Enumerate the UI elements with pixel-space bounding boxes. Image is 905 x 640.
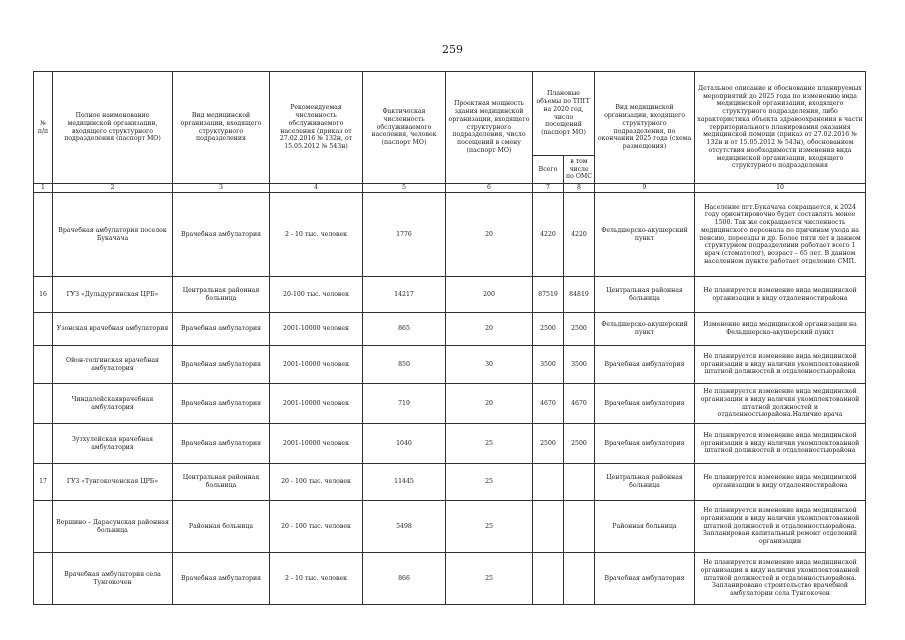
actual-population: 11445 bbox=[363, 464, 446, 501]
visits-total bbox=[533, 501, 564, 553]
capacity: 20 bbox=[446, 384, 533, 424]
description: Не планируется изменение вида медицинской организации в виду наличия укомплектованной штатной должностей и отдаленностьюрайона. Запланирован капитальный ремонт отделений организации bbox=[695, 501, 866, 553]
table-row bbox=[34, 553, 866, 605]
table-row bbox=[34, 346, 866, 384]
visits-oms: 3500 bbox=[564, 346, 595, 384]
organization-name: Узонская врачебная амбулатория bbox=[53, 313, 173, 346]
row-number bbox=[34, 384, 53, 424]
visits-oms: 2500 bbox=[564, 424, 595, 464]
column-number: 2 bbox=[53, 184, 173, 193]
actual-population: 865 bbox=[363, 313, 446, 346]
actual-population: 866 bbox=[363, 553, 446, 605]
header-oms: в том числе по ОМС bbox=[564, 156, 595, 184]
column-number: 6 bbox=[446, 184, 533, 193]
description: Не планируется изменение вида медицинской организации в виду отдаленностирайона bbox=[695, 464, 866, 501]
visits-total bbox=[533, 464, 564, 501]
recommended-population: 20 - 100 тыс. человек bbox=[270, 464, 363, 501]
actual-population: 719 bbox=[363, 384, 446, 424]
recommended-population: 20 - 100 тыс. человек bbox=[270, 501, 363, 553]
organization-type: Центральная районная больница bbox=[173, 277, 270, 313]
future-type: Врачебная амбулатория bbox=[595, 346, 695, 384]
actual-population: 14217 bbox=[363, 277, 446, 313]
visits-oms: 2500 bbox=[564, 313, 595, 346]
column-number: 5 bbox=[363, 184, 446, 193]
visits-oms: 4220 bbox=[564, 193, 595, 277]
future-type: Врачебная амбулатория bbox=[595, 424, 695, 464]
visits-total: 4220 bbox=[533, 193, 564, 277]
column-number: 4 bbox=[270, 184, 363, 193]
recommended-population: 2 - 10 тыс. человек bbox=[270, 193, 363, 277]
visits-total bbox=[533, 553, 564, 605]
row-number bbox=[34, 193, 53, 277]
column-number: 3 bbox=[173, 184, 270, 193]
capacity: 25 bbox=[446, 501, 533, 553]
header-description: Детальное описание и обоснование планируемых мероприятий до 2025 года по изменению вида медицинской организации, входящего структурного подразделения, либо характеристика объекта здравоохранения в части территориального планирования оказания медицинской помощи (приказ от 27.02.2016 № 132н и от 15.05.2012 № 543н), обоснованием отсутствия необходимости изменения вида медицинской организации, входящего структурного подразделения bbox=[695, 72, 866, 184]
future-type: Центральная районная больница bbox=[595, 277, 695, 313]
organization-type: Врачебная амбулатория bbox=[173, 424, 270, 464]
header-number: № п/п bbox=[34, 72, 53, 184]
header-actual: Фактическая численность обслуживаемого населения, человек (паспорт МО) bbox=[363, 72, 446, 184]
recommended-population: 2 - 10 тыс. человек bbox=[270, 553, 363, 605]
column-number: 10 bbox=[695, 184, 866, 193]
description: Население пгт.Букачача сокращается, к 2024 году ориентировочно будет составлять менее 1500. Так же сокращается численность медицинского персонала по причинам ухода на пенсию, переезды и др. Более пяти лет в данном структурном подразделении работает всего 1 врач (стоматолог), возраст – 65 лет. В данном населенном пункте работает отделение СМП. bbox=[695, 193, 866, 277]
future-type: Фельдшерско-акушерский пункт bbox=[595, 313, 695, 346]
description: Не планируется изменение вида медицинской организации в виду отдаленностирайона bbox=[695, 277, 866, 313]
capacity: 25 bbox=[446, 424, 533, 464]
organization-name: ГУЗ «Дульдургинская ЦРБ» bbox=[53, 277, 173, 313]
page-number: 259 bbox=[442, 43, 463, 56]
recommended-population: 2001-10000 человек bbox=[270, 346, 363, 384]
organization-type: Центральная районная больница bbox=[173, 464, 270, 501]
header-recommended: Рекомендуемая численность обслуживаемого населения (приказ от 27.02.2016 № 132н, от 15.05.2012 № 543н) bbox=[270, 72, 363, 184]
column-number: 1 bbox=[34, 184, 53, 193]
visits-total: 2500 bbox=[533, 313, 564, 346]
organization-type: Врачебная амбулатория bbox=[173, 346, 270, 384]
row-number bbox=[34, 346, 53, 384]
recommended-population: 20-100 тыс. человек bbox=[270, 277, 363, 313]
capacity: 200 bbox=[446, 277, 533, 313]
organization-name: Чиндалейскаяврачебная амбулатория bbox=[53, 384, 173, 424]
table-row bbox=[34, 313, 866, 346]
visits-oms bbox=[564, 501, 595, 553]
description: Изменение вида медицинской организации на Фельдшерско-акушерский пункт bbox=[695, 313, 866, 346]
visits-oms: 84819 bbox=[564, 277, 595, 313]
header-planned-volumes: Плановые объемы по ТПГГ на 2020 год, число посещений (паспорт МО) bbox=[533, 72, 595, 156]
column-number: 9 bbox=[595, 184, 695, 193]
description: Не планируется изменение вида медицинской организации в виду наличия укомплектованной штатной должностей и отдаленностьюрайона bbox=[695, 346, 866, 384]
row-number bbox=[34, 313, 53, 346]
visits-total: 4670 bbox=[533, 384, 564, 424]
header-capacity: Проектная мощность здания медицинской организации, входящего структурного подразделения, число посещений в смену (паспорт МО) bbox=[446, 72, 533, 184]
capacity: 20 bbox=[446, 313, 533, 346]
visits-oms: 4670 bbox=[564, 384, 595, 424]
table-row bbox=[34, 384, 866, 424]
row-number: 16 bbox=[34, 277, 53, 313]
row-number: 17 bbox=[34, 464, 53, 501]
column-number: 8 bbox=[564, 184, 595, 193]
organization-type: Врачебная амбулатория bbox=[173, 553, 270, 605]
header-type: Вид медицинской организации, входящего структурного подразделения bbox=[173, 72, 270, 184]
visits-oms bbox=[564, 553, 595, 605]
visits-total: 3500 bbox=[533, 346, 564, 384]
header-total: Всего bbox=[533, 156, 564, 184]
row-number bbox=[34, 424, 53, 464]
future-type: Районная больница bbox=[595, 501, 695, 553]
column-number: 7 bbox=[533, 184, 564, 193]
capacity: 25 bbox=[446, 464, 533, 501]
medical-organizations-table bbox=[33, 71, 866, 605]
capacity: 20 bbox=[446, 193, 533, 277]
future-type: Фельдшерско-акушерский пункт bbox=[595, 193, 695, 277]
organization-name: Врачебная амбулатория села Тунгокочен bbox=[53, 553, 173, 605]
table-row bbox=[34, 464, 866, 501]
header-future-type: Вид медицинской организации, входящего структурного подразделения, по окончании 2025 года (схема размещения) bbox=[595, 72, 695, 184]
visits-oms bbox=[564, 464, 595, 501]
table-row bbox=[34, 193, 866, 277]
future-type: Врачебная амбулатория bbox=[595, 553, 695, 605]
organization-type: Врачебная амбулатория bbox=[173, 193, 270, 277]
visits-total: 2500 bbox=[533, 424, 564, 464]
table-row bbox=[34, 277, 866, 313]
future-type: Врачебная амбулатория bbox=[595, 384, 695, 424]
table-row bbox=[34, 424, 866, 464]
description: Не планируется изменение вида медицинской организации в виду наличия укомплектованной штатной должностей и отдаленностьюрайона. Запланировано строительство врачебной амбулатории села Тунгокочен bbox=[695, 553, 866, 605]
organization-type: Врачебная амбулатория bbox=[173, 313, 270, 346]
table-row bbox=[34, 501, 866, 553]
row-number bbox=[34, 501, 53, 553]
organization-name: Вершино – Дарасунская районная больница bbox=[53, 501, 173, 553]
recommended-population: 2001-10000 человек bbox=[270, 313, 363, 346]
organization-type: Врачебная амбулатория bbox=[173, 384, 270, 424]
description: Не планируется изменение вида медицинской организации в виду наличия укомплектованной штатной должностей и отдаленностьюрайона bbox=[695, 424, 866, 464]
future-type: Центральная районная больница bbox=[595, 464, 695, 501]
organization-name: Врачебная амбулатория поселок Букачача bbox=[53, 193, 173, 277]
header-name: Полное наименование медицинской организации, входящего структурного подразделения (паспорт МО) bbox=[53, 72, 173, 184]
row-number bbox=[34, 553, 53, 605]
description: Не планируется изменение вида медицинской организации в виду наличия укомплектованной штатной должностей и отдаленностьюрайона.Наличие врача bbox=[695, 384, 866, 424]
actual-population: 1776 bbox=[363, 193, 446, 277]
capacity: 30 bbox=[446, 346, 533, 384]
capacity: 25 bbox=[446, 553, 533, 605]
actual-population: 850 bbox=[363, 346, 446, 384]
organization-name: ГУЗ «Тунгокоченская ЦРБ» bbox=[53, 464, 173, 501]
actual-population: 1040 bbox=[363, 424, 446, 464]
organization-name: Ойон-толгинская врачебная амбулатория bbox=[53, 346, 173, 384]
recommended-population: 2001-10000 человек bbox=[270, 384, 363, 424]
recommended-population: 2001-10000 человек bbox=[270, 424, 363, 464]
visits-total: 87519 bbox=[533, 277, 564, 313]
organization-name: Зутхулейская врачебная амбулатория bbox=[53, 424, 173, 464]
organization-type: Районная больница bbox=[173, 501, 270, 553]
actual-population: 5498 bbox=[363, 501, 446, 553]
